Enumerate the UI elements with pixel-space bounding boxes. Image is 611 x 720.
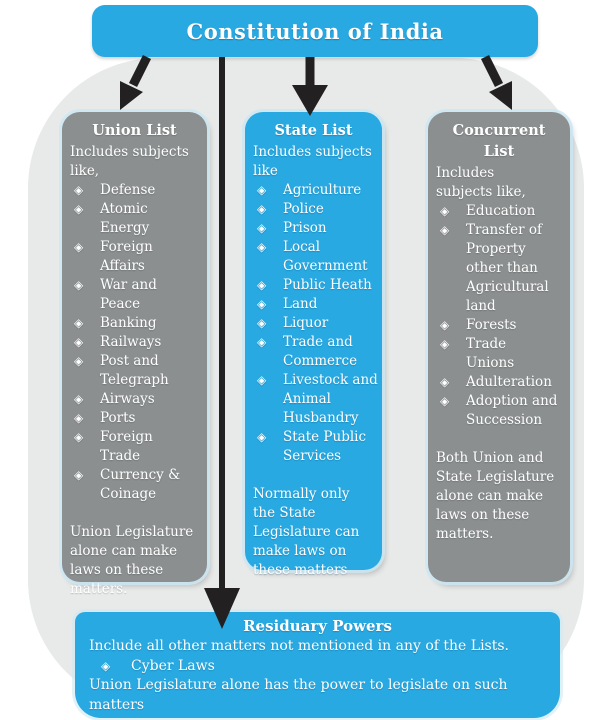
list-item-label: Liquor (283, 315, 329, 331)
diamond-bullet-icon: ◈ (440, 375, 450, 389)
union-list-note: Union Legislature alone can make laws on these matters. (70, 524, 194, 597)
residuary-powers-panel (75, 612, 560, 718)
diamond-bullet-icon: ◈ (74, 430, 84, 444)
list-item (436, 221, 566, 316)
union-list-panel (62, 112, 207, 597)
list-item (253, 219, 378, 238)
list-item-label: Adulteration (466, 374, 552, 390)
list-item-label: Defense (100, 182, 156, 198)
diamond-bullet-icon: ◈ (440, 223, 450, 237)
concurrent-list-note: Both Union and State Legislature alone can make laws on these matters. (436, 450, 555, 542)
list-item (253, 238, 378, 276)
list-item-label: Forests (466, 317, 517, 333)
list-item-label: Cyber Laws (131, 657, 215, 674)
list-item (70, 200, 203, 238)
page-title: Constitution of India (186, 18, 444, 44)
list-item-label: Trade and Commerce (283, 334, 358, 369)
diamond-bullet-icon: ◈ (440, 337, 450, 351)
diamond-bullet-icon: ◈ (101, 658, 111, 673)
diamond-bullet-icon: ◈ (74, 183, 84, 197)
union-list-items (62, 181, 207, 504)
concurrent-list-panel (428, 112, 570, 582)
diamond-bullet-icon: ◈ (257, 373, 267, 387)
list-item (70, 466, 203, 504)
residuary-powers-title: Residuary Powers (243, 617, 392, 635)
diamond-bullet-icon: ◈ (257, 316, 267, 330)
list-item (70, 181, 203, 200)
list-item-label: Foreign Trade (100, 429, 153, 464)
union-list-title: Union List (92, 122, 177, 139)
diamond-bullet-icon: ◈ (74, 316, 84, 330)
state-list-title: State List (274, 122, 353, 139)
diamond-bullet-icon: ◈ (257, 240, 267, 254)
diamond-bullet-icon: ◈ (74, 392, 84, 406)
state-list-items (245, 181, 382, 466)
diamond-bullet-icon: ◈ (74, 202, 84, 216)
list-item-label: Railways (100, 334, 162, 350)
list-item-label: Prison (283, 220, 327, 236)
list-item-label: Airways (100, 391, 155, 407)
list-item (253, 333, 378, 371)
list-item-label: State Public Services (283, 429, 367, 464)
list-item-label: Police (283, 201, 324, 217)
list-item (436, 373, 566, 392)
state-list-note: Normally only the State Legislature can make laws on these matters (253, 486, 360, 578)
list-item (253, 295, 378, 314)
list-item (253, 200, 378, 219)
list-item (253, 371, 378, 428)
list-item (70, 238, 203, 276)
diamond-bullet-icon: ◈ (257, 297, 267, 311)
list-item-label: Land (283, 296, 318, 312)
list-item-label: Banking (100, 315, 157, 331)
list-item (253, 428, 378, 466)
diamond-bullet-icon: ◈ (257, 335, 267, 349)
list-item (70, 314, 203, 333)
union-list-intro: Includes subjects like, (70, 144, 189, 179)
diamond-bullet-icon: ◈ (257, 202, 267, 216)
list-item (70, 276, 203, 314)
residuary-powers-items (89, 657, 546, 677)
concurrent-list-items (428, 202, 570, 430)
list-item-label: Ports (100, 410, 136, 426)
list-item-label: Post and Telegraph (100, 353, 169, 388)
list-item-label: Agriculture (283, 182, 362, 198)
list-item-label: War and Peace (100, 277, 157, 312)
diamond-bullet-icon: ◈ (440, 204, 450, 218)
list-item (70, 333, 203, 352)
list-item (70, 409, 203, 428)
diamond-bullet-icon: ◈ (440, 318, 450, 332)
list-item (70, 428, 203, 466)
list-item (253, 181, 378, 200)
list-item-label: Foreign Affairs (100, 239, 153, 274)
diamond-bullet-icon: ◈ (74, 240, 84, 254)
list-item (436, 392, 566, 430)
state-list-panel (245, 112, 382, 578)
diamond-bullet-icon: ◈ (74, 411, 84, 425)
diamond-bullet-icon: ◈ (257, 278, 267, 292)
list-item-label: Adoption and Succession (466, 393, 558, 428)
state-list-intro: Includes subjects like (253, 144, 372, 179)
list-item (70, 390, 203, 409)
header-banner (92, 5, 538, 57)
diamond-bullet-icon: ◈ (74, 354, 84, 368)
list-item (89, 657, 546, 677)
list-item (436, 316, 566, 335)
list-item-label: Trade Unions (466, 336, 515, 371)
concurrent-list-intro: Includes subjects like, (436, 165, 526, 200)
list-item-label: Transfer of Property other than Agricultural land (466, 222, 549, 314)
diamond-bullet-icon: ◈ (74, 468, 84, 482)
concurrent-list-title: Concurrent List (452, 122, 546, 160)
list-item-label: Public Heath (283, 277, 372, 293)
list-item (70, 352, 203, 390)
diamond-bullet-icon: ◈ (257, 183, 267, 197)
diamond-bullet-icon: ◈ (257, 430, 267, 444)
list-item (253, 276, 378, 295)
list-item-label: Currency & Coinage (100, 467, 181, 502)
diamond-bullet-icon: ◈ (440, 394, 450, 408)
list-item-label: Livestock and Animal Husbandry (283, 372, 378, 426)
diamond-bullet-icon: ◈ (74, 278, 84, 292)
list-item-label: Atomic Energy (100, 201, 150, 236)
list-item-label: Local Government (283, 239, 368, 274)
list-item-label: Education (466, 203, 536, 219)
list-item (436, 335, 566, 373)
residuary-powers-line2: Union Legislature alone has the power to legislate on such matters (89, 677, 508, 713)
list-item (253, 314, 378, 333)
diamond-bullet-icon: ◈ (257, 221, 267, 235)
diamond-bullet-icon: ◈ (74, 335, 84, 349)
residuary-powers-line1: Include all other matters not mentioned in any of the Lists. (89, 638, 509, 654)
list-item (436, 202, 566, 221)
